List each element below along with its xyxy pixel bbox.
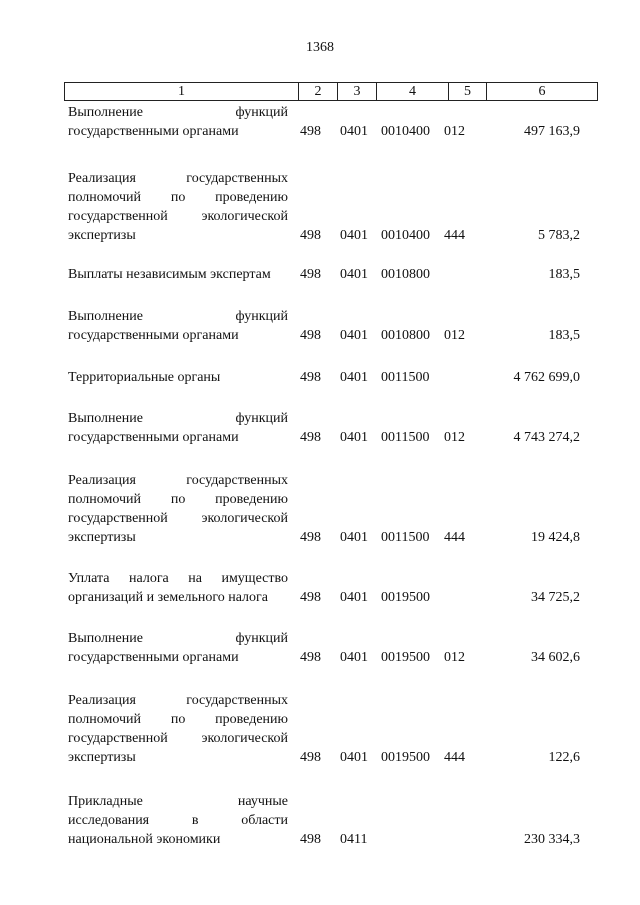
row-name-line: государственными органами	[68, 650, 239, 665]
row-code-col2: 498	[300, 267, 321, 282]
column-header-table	[64, 82, 598, 101]
row-name-line: Выполнение функций	[68, 631, 288, 646]
row-name-line: экспертизы	[68, 530, 136, 545]
table-row	[0, 169, 640, 245]
table-row	[0, 471, 640, 547]
row-code-col4: 0010400	[381, 124, 430, 139]
row-name	[68, 409, 288, 447]
column-header-3: 3	[338, 83, 377, 101]
row-name-line: экспертизы	[68, 750, 136, 765]
row-name	[68, 569, 288, 607]
row-code-col3: 0401	[340, 650, 368, 665]
row-amount: 34 602,6	[531, 650, 580, 665]
row-code-col5: 012	[444, 650, 465, 665]
row-amount: 5 783,2	[538, 228, 580, 243]
row-name-line: Реализация государственных	[68, 473, 288, 488]
table-row	[0, 691, 640, 767]
row-name-line: Реализация государственных	[68, 693, 288, 708]
row-code-col4: 0011500	[381, 430, 430, 445]
row-amount: 122,6	[548, 750, 580, 765]
column-header-6: 6	[487, 83, 598, 101]
row-code-col3: 0401	[340, 750, 368, 765]
table-row	[0, 792, 640, 849]
row-code-col4: 0019500	[381, 750, 430, 765]
row-name	[68, 471, 288, 547]
row-code-col5: 012	[444, 124, 465, 139]
row-amount: 4 743 274,2	[513, 430, 580, 445]
row-code-col2: 498	[300, 370, 321, 385]
row-amount: 19 424,8	[531, 530, 580, 545]
row-code-col2: 498	[300, 530, 321, 545]
row-name-line: государственной экологической	[68, 731, 288, 746]
row-code-col2: 498	[300, 124, 321, 139]
row-code-col2: 498	[300, 430, 321, 445]
row-name-line: полномочий по проведению	[68, 492, 288, 507]
row-code-col3: 0401	[340, 328, 368, 343]
row-code-col2: 498	[300, 328, 321, 343]
row-amount: 183,5	[548, 328, 580, 343]
table-row	[0, 569, 640, 607]
row-name-line: государственными органами	[68, 430, 239, 445]
row-name	[68, 368, 288, 387]
row-code-col2: 498	[300, 228, 321, 243]
row-code-col3: 0411	[340, 832, 368, 847]
row-name-line: Выполнение функций	[68, 411, 288, 426]
row-name-line: Прикладные научные	[68, 794, 288, 809]
row-name	[68, 307, 288, 345]
row-name-line: государственной экологической	[68, 209, 288, 224]
row-code-col3: 0401	[340, 267, 368, 282]
row-name	[68, 169, 288, 245]
row-name-line: Реализация государственных	[68, 171, 288, 186]
row-name-line: Уплата налога на имущество	[68, 571, 288, 586]
row-code-col5: 012	[444, 430, 465, 445]
row-name-line: Выплаты независимым экспертам	[68, 267, 271, 282]
row-name-line: полномочий по проведению	[68, 712, 288, 727]
row-name-line: государственной экологической	[68, 511, 288, 526]
row-name-line: экспертизы	[68, 228, 136, 243]
column-header-5: 5	[449, 83, 487, 101]
row-code-col4: 0010800	[381, 328, 430, 343]
row-amount: 183,5	[548, 267, 580, 282]
column-header-2: 2	[299, 83, 338, 101]
row-amount: 34 725,2	[531, 590, 580, 605]
row-name-line: национальной экономики	[68, 832, 221, 847]
table-row	[0, 103, 640, 141]
table-row	[0, 307, 640, 345]
row-code-col3: 0401	[340, 124, 368, 139]
row-code-col4: 0019500	[381, 650, 430, 665]
row-code-col2: 498	[300, 650, 321, 665]
row-code-col4: 0011500	[381, 530, 430, 545]
row-code-col3: 0401	[340, 590, 368, 605]
row-code-col5: 444	[444, 228, 465, 243]
row-name-line: Территориальные органы	[68, 370, 221, 385]
row-name	[68, 691, 288, 767]
row-amount: 497 163,9	[524, 124, 580, 139]
row-name-line: исследования в области	[68, 813, 288, 828]
row-code-col3: 0401	[340, 228, 368, 243]
row-amount: 4 762 699,0	[513, 370, 580, 385]
row-name-line: государственными органами	[68, 124, 239, 139]
row-code-col3: 0401	[340, 430, 368, 445]
row-code-col4: 0010800	[381, 267, 430, 282]
row-name-line: полномочий по проведению	[68, 190, 288, 205]
row-amount: 230 334,3	[524, 832, 580, 847]
row-name	[68, 265, 288, 284]
row-name-line: государственными органами	[68, 328, 239, 343]
column-header-row	[65, 83, 598, 101]
table-row	[0, 368, 640, 387]
row-code-col4: 0010400	[381, 228, 430, 243]
row-code-col3: 0401	[340, 370, 368, 385]
row-code-col5: 444	[444, 750, 465, 765]
column-header-1: 1	[65, 83, 299, 101]
row-name-line: организаций и земельного налога	[68, 590, 268, 605]
row-code-col5: 444	[444, 530, 465, 545]
row-name	[68, 629, 288, 667]
row-name-line: Выполнение функций	[68, 105, 288, 120]
row-code-col4: 0019500	[381, 590, 430, 605]
table-row	[0, 409, 640, 447]
row-name	[68, 792, 288, 849]
row-code-col2: 498	[300, 750, 321, 765]
row-code-col2: 498	[300, 832, 321, 847]
row-code-col4: 0011500	[381, 370, 430, 385]
table-row	[0, 629, 640, 667]
row-code-col2: 498	[300, 590, 321, 605]
row-code-col5: 012	[444, 328, 465, 343]
row-name	[68, 103, 288, 141]
page-number: 1368	[306, 40, 334, 55]
table-row	[0, 265, 640, 284]
column-header-4: 4	[377, 83, 449, 101]
row-code-col3: 0401	[340, 530, 368, 545]
row-name-line: Выполнение функций	[68, 309, 288, 324]
